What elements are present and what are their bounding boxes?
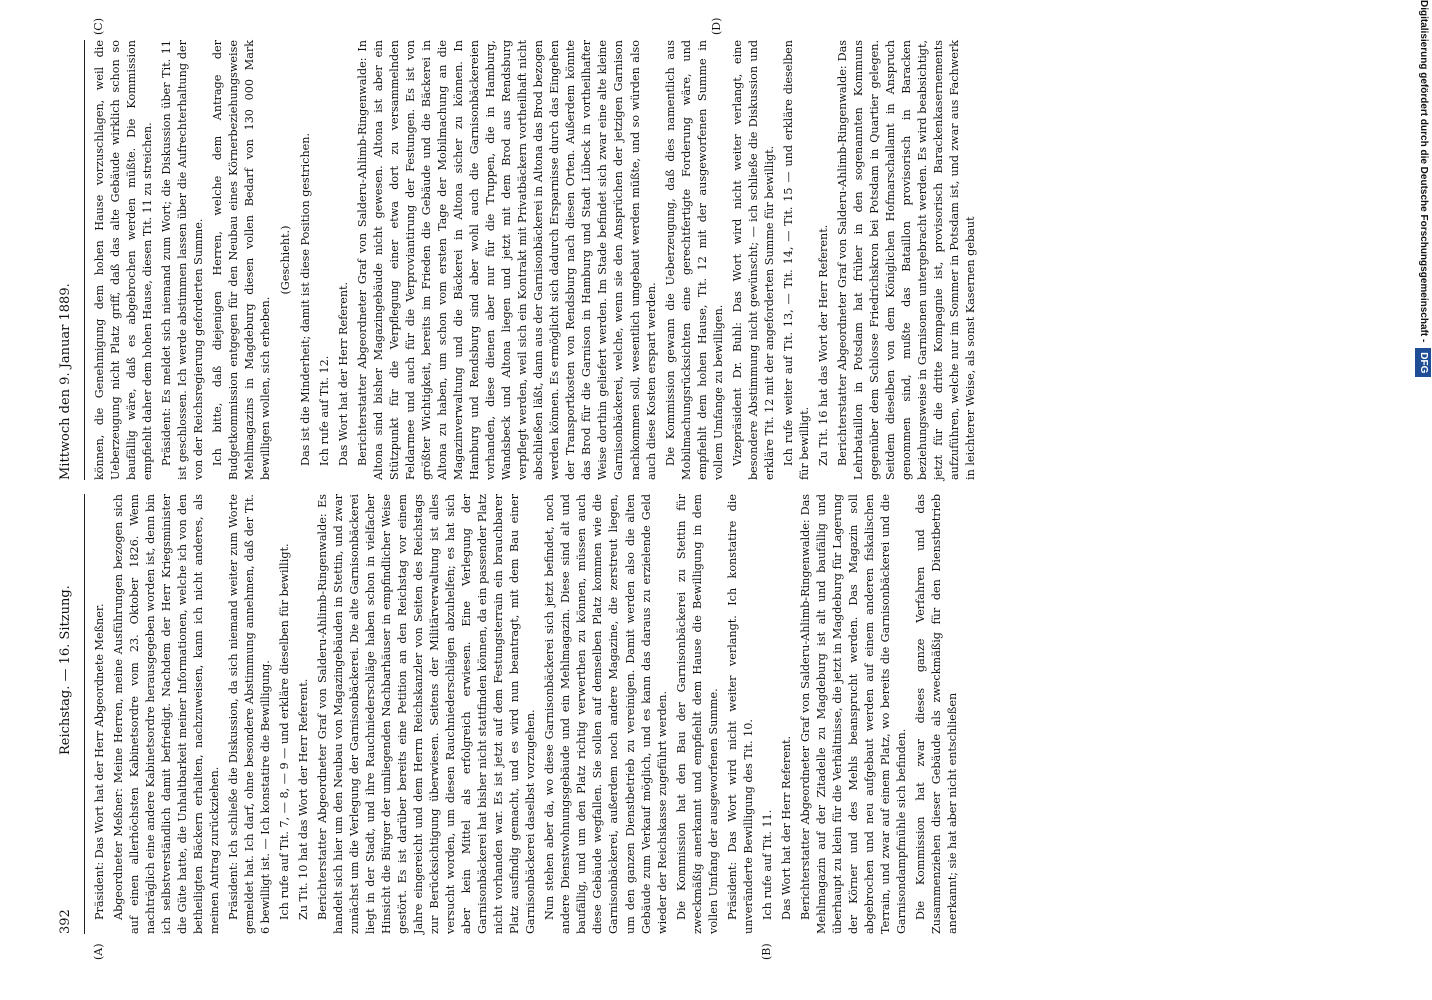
paragraph: Berichterstatter Abgeordneter Graf von Salderu-Ahlimb-Ringenwalde: Das Lehrbataillon in Potsdam hat früher in den sogenannten Kommuns gegenüber dem Schlosse Friedrichskron bei Potsdam in Quartier gelegen. Seitdem dieselben von dem Königlichen Hofmarschallamt in Anspruch genommen sind, mußte das Bataillon provisorisch in Baracken beziehungsweise in Garnisonen untergebracht werden. Es wird beabsichtigt, jetzt für die dritte Kompagnie ist, provisorisch Barackenkasernements aufzuführen, welche nur im Sommer in Potsdam ist, und zwar aus Fachwerk in leichterer Weise, als sonst Kasernen gebaut: [835, 40, 977, 480]
paragraph: Ich bitte, daß diejenigen Herren, welche dem Antrage der Budgetkommission entgegen für den Neubau eines Körnerbeziehungsweise Mehlmagazins in Magdeburg diesen vollen Bedarf von 130 000 Mark bewilligen wollen, sich erheben.: [211, 40, 273, 480]
paragraph: Berichterstatter Abgeordneter Graf von Salderu-Ahlimb-Ringenwalde: In Altona sind bisher Magazingebäude nicht gewesen. Altona ist aber ein Stützpunkt für die Verpflegung einer etwa dort zu versammelnden Feldarmee und auch für die Verproviantirung der Festungen. Es ist von größter Wichtigkeit, bereits im Frieden die Gebäude und die Bäckerei in Altona zu haben, um schon vom ersten Tage der Mobilmachung an die Magazinverwaltung und die Bäckerei in Altona sicher zu können. In Hamburg und Rendsburg sind aber wohl auch die Garnisonbäckereien vorhanden, diese dienen aber nur für die Truppen, die in Hamburg, Wandsbeck und Altona liegen und jetzt mit dem Brod aus Rendsburg verpflegt werden, weil sich ein Kontrakt mit Privatbäckern vortheilhaft nicht abschließen läßt, dann aus der Garnisonbäckerei in Altona das Brod bezogen werden können. Es ermöglicht sich dadurch Ersparnisse durch das Eingehen der Transportkosten von Rendsburg nach diesen Orten. Außerdem könnte das Brod für die Garnison in Hamburg und Stadt Lübeck in vortheilhafter Weise dorthin geliefert werden. Im Stade befindet sich zwar eine alte kleine Garnisonbäckerei, welche, wenn sie den Ansprüchen der jetzigen Garnison nachkommen soll, wesentlich umgebaut werden müßte, und so würden also auch diese Kosten erspart werden.: [356, 40, 658, 480]
paragraph: Ich rufe auf Tit. 12.: [318, 355, 332, 466]
digitization-sidebar: [1410, 0, 1432, 1000]
paragraph: Das ist die Minderheit; damit ist diese Position gestrichen.: [299, 132, 313, 466]
paragraph: Das Wort hat der Herr Referent.: [337, 281, 351, 466]
paragraph: Berichterstatter Abgeordneter Graf von Salderu-Ahlimb-Ringenwalde: Es handelt sich hier um den Neubau von Magazingebäuden in Stettin, und zwar zunächst um die Verlegung der Garnisonbäckerei. Die alte Garnisonbäckerei liegt in der Stadt, und ihre Rauchniederschläge haben schon in vielfacher Hinsicht die Bürger der umliegenden Nachbarhäuser in empfindlicher Weise gestört. Es ist darüber bereits eine Petition an den Reichstag vor einem Jahre eingereicht und dem Herrn Reichskanzler von Seiten des Reichstags zur Berücksichtigung überwiesen. Seitens der Militärverwaltung ist alles versucht worden, um diesen Rauchniederschlägen abzuhelfen; es hat sich aber kein Mittel als erfolgreich erwiesen. Eine Verlegung der Garnisonbäckerei hat bisher nicht stattfinden können, da ein passender Platz nicht vorhanden war. Es ist jetzt auf dem Festungsterrain ein brauchbarer Platz ausfindig gemacht, und es wird nun beantragt, mit dem Bau einer Garnisonbäckerei daselbst vorzugehen.: [316, 494, 538, 934]
paragraph: Ich rufe auf Tit. 7, — 8, — 9 — und erkläre dieselben für bewilligt.: [278, 543, 292, 920]
left-header: [58, 494, 84, 934]
paragraph: Ich rufe weiter auf Tit. 13, — Tit. 14, — Tit. 15 — und erkläre dieselben für bewilligt.: [781, 40, 811, 480]
paragraph: Vizepräsident Dr. Buhl: Das Wort wird nicht weiter verlangt, eine besondere Abstimmung nicht gewünscht; — ich schließe die Diskussion und erkläre Tit. 12 mit der angeforderten Summe für bewilligt.: [730, 40, 776, 480]
paragraph: Berichterstatter Abgeordneter Graf von Salderu-Ahlimb-Ringenwalde: Das Mehlmagazin auf der Zitadelle zu Magdeburg ist alt und baufällig und überhaupt zu klein für die Verhältnisse, die jetzt in Magdeburg für Lagerung der Körner und des Mehls beansprucht werden. Das Magazin soll abgebrochen und neu aufgebaut werden auf einem anderen fiskalischen Terrain, und zwar auf einem Platz, wo bereits die Garnisonbäckerei und die Garnisondampfmühle sich befinden.: [798, 494, 908, 934]
text-column-left: [92, 494, 964, 934]
left-header-title: Reichstag. — 16. Sitzung.: [58, 585, 73, 756]
margin-mark-a: (A): [92, 943, 105, 960]
paragraph: Präsident: Ich schließe die Diskussion, da sich niemand weiter zum Worte gemeldet hat. Ich darf, ohne besondere Abstimmung annehmen, daß der Tit. 6 bewilligt ist. — Ich konstatire die Bewilligung.: [227, 494, 273, 934]
paragraph: Das Wort hat der Herr Referent.: [779, 735, 793, 920]
paragraph: Die Kommission hat den Bau der Garnisonbäckerei zu Stettin für zweckmäßig anerkannt und empfiehlt dem Hause die Bewilligung in dem vollen Umfang der ausgeworfenen Summe.: [674, 494, 720, 934]
right-header-date: Mittwoch den 9. Januar 1889.: [58, 283, 73, 480]
paragraph: Präsident: Das Wort hat der Herr Abgeordnete Meßner.: [93, 603, 106, 920]
paragraph: Die Kommission hat zwar dieses ganze Verfahren und das Zusammenziehen dieser Gebäude als zweckmäßig für den Dienstbetrieb anerkannt; sie hat aber nicht entschließen: [913, 494, 959, 934]
right-header-rule: [84, 40, 85, 480]
right-header: [58, 40, 84, 480]
left-header-rule: [84, 494, 85, 934]
margin-mark-c: (C): [92, 18, 105, 35]
sidebar-credit-text: Digitalisierung gefördert durch die Deutsche Forschungsgemeinschaft -: [1418, 0, 1429, 343]
paragraph: Präsident: Das Wort wird nicht weiter verlangt. Ich konstatire die unveränderte Bewilligung des Tit. 10.: [725, 494, 755, 934]
paragraph: Abgeordneter Meßner: Meine Herren, meine Ausführungen bezogen sich auf einen allerhöchsten Kabinetsordre vom 23. Oktober 1826. Wenn nachträglich eine andere Kabinetsordre herausgegeben worden ist, denn bin ich selbstverständlich damit befriedigt. Nachdem der Herr Kriegsminister die Güte hatte, die Unhaltbarkeit meiner Informationen, welche ich von den betheiligten Bäckern erhalten, nachzuweisen, kann ich nicht anderes, als meinen Antrag zurückziehen.: [112, 494, 222, 934]
paragraph: Nun stehen aber da, wo diese Garnisonbäckerei sich jetzt befindet, noch andere Dienstwohnungsgebäude und ein Mehlmagazin. Diese sind alt und baufällig, und um den Platz richtig verwerthen zu können, müssen auch diese Gebäude wegfallen. Sie sollen auf demselben Platz kommen wie die Garnisonbäckerei, außerdem noch andere Magazine, die zerstreut liegen, um den ganzen Dienstbetrieb zu vereinigen. Damit werden also die alten Gebäude zum Verkauf möglich, und es kann das daraus zu erzielende Geld wieder der Reichskasse zugeführt werden.: [543, 494, 669, 934]
paragraph: (Geschieht.): [279, 225, 293, 295]
sidebar-credit: [1412, 0, 1432, 990]
paragraph: können, die Genehmigung dem hohen Hause vorzuschlagen, weil die Ueberzeugung nicht Platz griff, daß das alte Gebäude wirklich schon so baufällig wäre, daß es abgebrochen werden müßte. Die Kommission empfiehlt daher dem hohen Hause, diesen Tit. 11 zu streichen.: [93, 40, 155, 480]
paragraph: Die Kommission gewann die Ueberzeugung, daß dies namentlich aus Mobilmachungsrücksichten eine gerechtfertigte Forderung wäre, und empfiehlt dem hohen Hause, Tit. 12 mit der ausgeworfenen Summe in vollem Umfange zu bewilligen.: [663, 40, 725, 480]
paragraph: Zu Tit. 10 hat das Wort der Herr Referent.: [297, 678, 311, 920]
margin-mark-d: (D): [710, 17, 723, 35]
paragraph: Präsident: Es meldet sich niemand zum Wort; die Diskussion über Tit. 11 ist geschlossen. Ich werde abstimmen lassen über die Aufrechterhaltung der von der Reichsregierung geforderten Summe.: [160, 40, 206, 480]
paragraph: Ich rufe auf Tit. 11.: [760, 809, 774, 920]
paragraph: Zu Tit. 16 hat das Wort der Herr Referent.: [816, 224, 830, 466]
margin-mark-b: (B): [760, 943, 773, 960]
dfg-logo: DFG: [1415, 348, 1431, 377]
page-number: 392: [58, 909, 73, 934]
text-column-right: [92, 40, 982, 480]
